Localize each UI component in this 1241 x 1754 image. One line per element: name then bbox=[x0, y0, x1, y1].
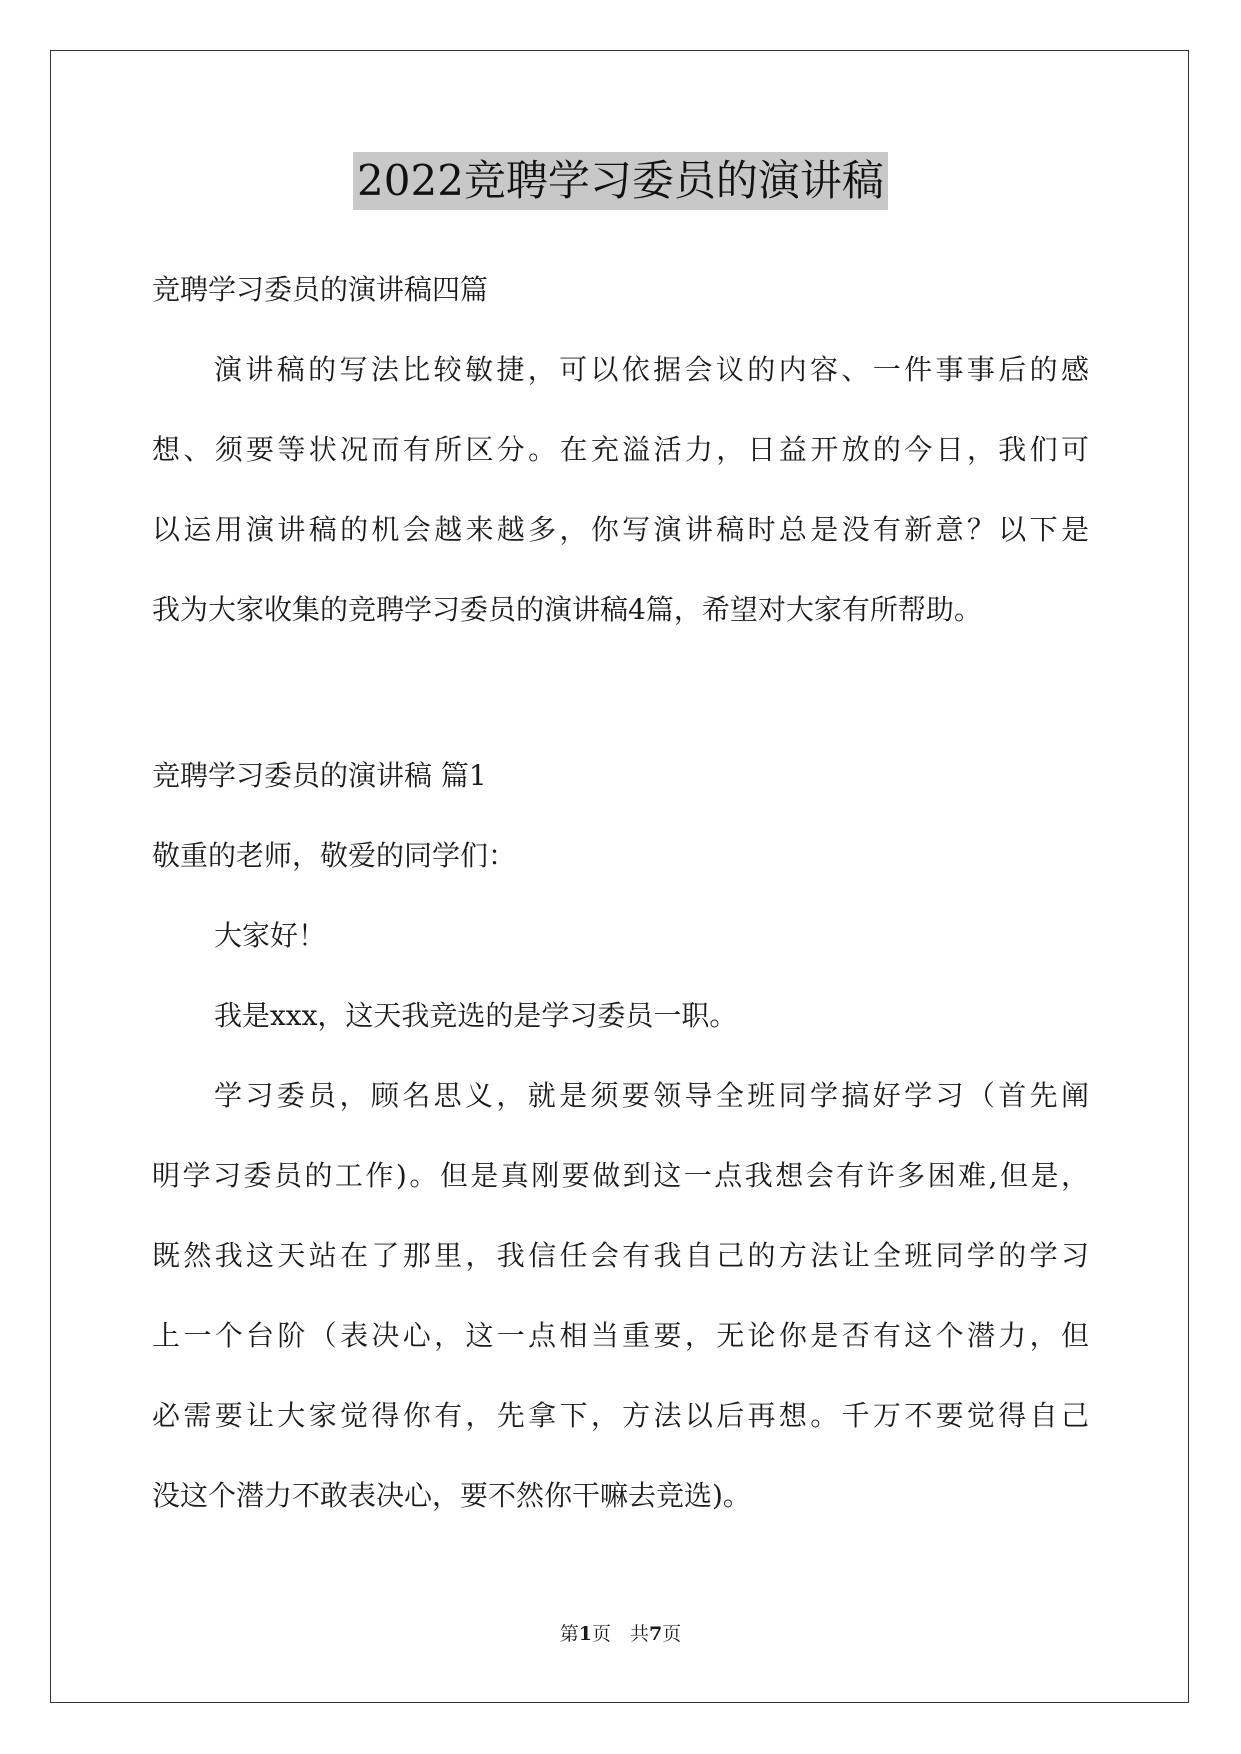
greeting: 大家好！ bbox=[214, 919, 327, 952]
intro-line-3: 以运用演讲稿的机会越来越多，你写演讲稿时总是没有新意？以下是 bbox=[152, 513, 1089, 546]
intro-line-4: 我为大家收集的竞聘学习委员的演讲稿4篇，希望对大家有所帮助。 bbox=[152, 593, 982, 626]
section-heading: 竞聘学习委员的演讲稿 篇1 bbox=[152, 759, 487, 792]
footer-page-number: 1 bbox=[578, 1623, 592, 1645]
footer-suffix: 页 bbox=[662, 1623, 682, 1645]
intro-line-1: 演讲稿的写法比较敏捷，可以依据会议的内容、一件事事后的感 bbox=[214, 353, 1089, 386]
body-line-5: 必需要让大家觉得你有，先拿下，方法以后再想。千万不要觉得自己 bbox=[152, 1399, 1089, 1432]
footer-mid: 页 共 bbox=[591, 1623, 649, 1645]
page-footer bbox=[0, 1621, 1241, 1647]
document-subtitle: 竞聘学习委员的演讲稿四篇 bbox=[152, 273, 489, 306]
document-title: 2022竞聘学习委员的演讲稿 bbox=[353, 152, 888, 210]
footer-prefix: 第 bbox=[559, 1623, 579, 1645]
body-line-6: 没这个潜力不敢表决心，要不然你干嘛去竞选)。 bbox=[152, 1479, 751, 1512]
body-line-4: 上一个台阶（表决心，这一点相当重要，无论你是否有这个潜力，但 bbox=[152, 1319, 1089, 1352]
footer-total-pages: 7 bbox=[649, 1623, 663, 1645]
salutation: 敬重的老师，敬爱的同学们： bbox=[152, 839, 517, 872]
intro-line-2: 想、须要等状况而有所区分。在充溢活力，日益开放的今日，我们可 bbox=[152, 433, 1089, 466]
body-line-1: 学习委员，顾名思义，就是须要领导全班同学搞好学习（首先阐 bbox=[214, 1079, 1089, 1112]
body-line-3: 既然我这天站在了那里，我信任会有我自己的方法让全班同学的学习 bbox=[152, 1239, 1089, 1272]
title-container bbox=[0, 152, 1241, 210]
self-intro: 我是xxx，这天我竞选的是学习委员一职。 bbox=[214, 999, 738, 1032]
body-line-2: 明学习委员的工作)。但是真刚要做到这一点我想会有许多困难,但是， bbox=[152, 1159, 1089, 1192]
